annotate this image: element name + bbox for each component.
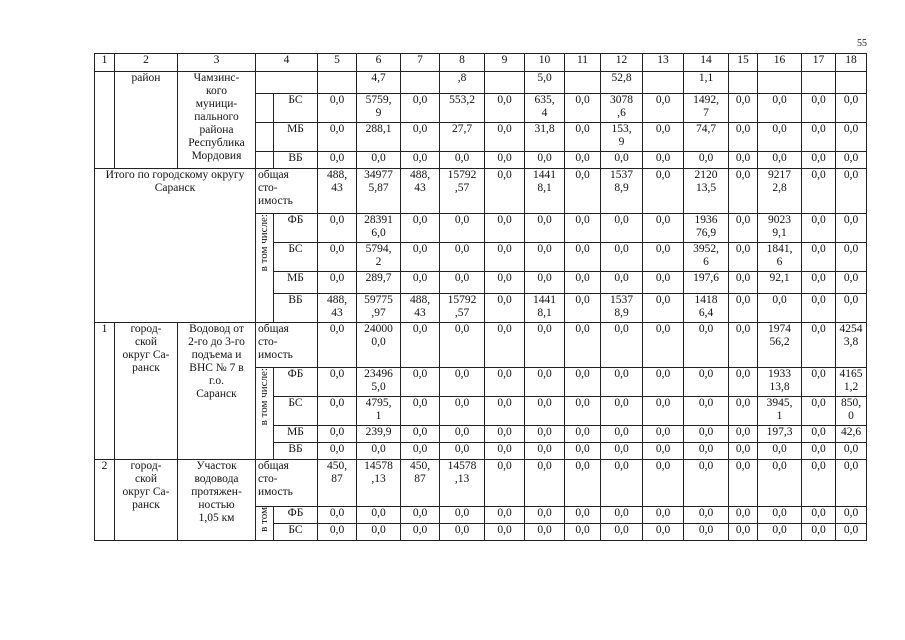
value-cell: 0,0: [401, 94, 440, 123]
value-cell: 0,0: [357, 524, 401, 541]
column-number: 9: [485, 54, 525, 72]
value-cell: 0,0: [525, 214, 565, 243]
value-cell: 197,6: [684, 272, 729, 294]
value-cell: 0,0: [729, 323, 758, 368]
value-cell: 0,0: [525, 524, 565, 541]
value-cell: 0,0: [729, 169, 758, 214]
value-cell: 0,0: [565, 460, 601, 507]
value-cell: 0,0: [836, 524, 867, 541]
value-cell: [802, 72, 836, 94]
value-cell: 0,0: [565, 169, 601, 214]
value-cell: 0,0: [836, 443, 867, 460]
value-cell: 1841, 6: [758, 243, 802, 272]
value-cell: 0,0: [485, 524, 525, 541]
value-cell: 0,0: [643, 443, 684, 460]
value-cell: 0,0: [357, 507, 401, 524]
value-cell: 153, 9: [601, 123, 643, 152]
value-cell: 0,0: [684, 443, 729, 460]
value-cell: 197,3: [758, 426, 802, 443]
value-cell: 0,0: [836, 94, 867, 123]
place-cell: район: [115, 72, 178, 169]
value-cell: 14578 ,13: [440, 460, 485, 507]
value-cell: 0,0: [565, 397, 601, 426]
value-cell: 42,6: [836, 426, 867, 443]
value-cell: 74,7: [684, 123, 729, 152]
value-cell: 1492, 7: [684, 94, 729, 123]
value-cell: 0,0: [758, 123, 802, 152]
value-cell: 0,0: [684, 507, 729, 524]
header-row: [95, 54, 867, 72]
value-cell: 0,0: [643, 152, 684, 169]
value-cell: 488, 43: [318, 294, 357, 323]
value-cell: 850, 0: [836, 397, 867, 426]
value-cell: 0,0: [601, 323, 643, 368]
value-cell: 0,0: [729, 94, 758, 123]
value-cell: 0,0: [485, 426, 525, 443]
value-cell: 0,0: [729, 294, 758, 323]
fund-label: МБ: [274, 123, 318, 152]
value-cell: 0,0: [601, 243, 643, 272]
value-cell: 0,0: [802, 426, 836, 443]
place-cell: город- ской округ Са- ранск: [115, 323, 178, 460]
value-cell: 0,0: [318, 507, 357, 524]
value-cell: 0,0: [318, 94, 357, 123]
value-cell: 0,0: [440, 243, 485, 272]
value-cell: 0,0: [601, 524, 643, 541]
table-row: [95, 72, 867, 94]
column-number: 17: [802, 54, 836, 72]
value-cell: 0,0: [802, 169, 836, 214]
value-cell: 450, 87: [318, 460, 357, 507]
value-cell: 0,0: [525, 272, 565, 294]
value-cell: 1537 8,9: [601, 294, 643, 323]
value-cell: 5759, 9: [357, 94, 401, 123]
value-cell: 4165 1,2: [836, 368, 867, 397]
value-cell: 0,0: [758, 94, 802, 123]
value-cell: 0,0: [802, 460, 836, 507]
value-cell: 0,0: [802, 294, 836, 323]
value-cell: 0,0: [440, 507, 485, 524]
value-cell: 0,0: [525, 243, 565, 272]
row-number-cell: 2: [95, 460, 115, 541]
value-cell: 0,0: [525, 443, 565, 460]
value-cell: [565, 72, 601, 94]
value-cell: 0,0: [318, 368, 357, 397]
value-cell: 450, 87: [401, 460, 440, 507]
value-cell: 0,0: [565, 294, 601, 323]
value-cell: 0,0: [565, 323, 601, 368]
value-cell: 0,0: [525, 426, 565, 443]
value-cell: 0,0: [357, 443, 401, 460]
value-cell: 0,0: [485, 368, 525, 397]
value-cell: 0,0: [802, 443, 836, 460]
value-cell: 0,0: [440, 443, 485, 460]
value-cell: 0,0: [318, 524, 357, 541]
value-cell: 0,0: [401, 323, 440, 368]
total-label: общая сто- имость: [256, 169, 318, 214]
value-cell: 5794, 2: [357, 243, 401, 272]
value-cell: 0,0: [643, 524, 684, 541]
value-cell: 0,0: [440, 368, 485, 397]
value-cell: 0,0: [357, 152, 401, 169]
fund-label: ФБ: [274, 214, 318, 243]
value-cell: 0,0: [802, 94, 836, 123]
column-number: 7: [401, 54, 440, 72]
fund-label: БС: [274, 524, 318, 541]
total-row: [95, 169, 867, 214]
value-cell: 0,0: [485, 443, 525, 460]
object-cell: Участок водовода протяжен- ностью 1,05 км: [178, 460, 256, 541]
value-cell: [729, 72, 758, 94]
column-number: 12: [601, 54, 643, 72]
object-cell: Водовод от 2-го до 3-го подъема и ВНС № 7 в г.о. Саранск: [178, 323, 256, 460]
value-cell: [485, 72, 525, 94]
value-cell: 0,0: [525, 507, 565, 524]
fund-label: МБ: [274, 272, 318, 294]
value-cell: 0,0: [684, 397, 729, 426]
value-cell: 0,0: [758, 460, 802, 507]
value-cell: 0,0: [836, 152, 867, 169]
value-cell: 553,2: [440, 94, 485, 123]
value-cell: 0,0: [684, 524, 729, 541]
value-cell: 28391 6,0: [357, 214, 401, 243]
value-cell: 0,0: [836, 460, 867, 507]
value-cell: 239,9: [357, 426, 401, 443]
value-cell: 0,0: [525, 368, 565, 397]
value-cell: 0,0: [401, 243, 440, 272]
value-cell: 15792 ,57: [440, 169, 485, 214]
value-cell: 0,0: [802, 214, 836, 243]
value-cell: 0,0: [485, 243, 525, 272]
value-cell: 0,0: [440, 152, 485, 169]
value-cell: 0,0: [643, 243, 684, 272]
value-cell: 0,0: [565, 152, 601, 169]
value-cell: 0,0: [802, 507, 836, 524]
value-cell: 0,0: [643, 214, 684, 243]
total-row: [95, 460, 867, 507]
total-label: общая сто- имость: [256, 323, 318, 368]
value-cell: 0,0: [601, 507, 643, 524]
value-cell: 34977 5,87: [357, 169, 401, 214]
fund-label: ВБ: [274, 443, 318, 460]
value-cell: 0,0: [401, 507, 440, 524]
indent-cell: [256, 123, 274, 152]
value-cell: 0,0: [643, 323, 684, 368]
value-cell: 488, 43: [401, 169, 440, 214]
value-cell: 0,0: [401, 397, 440, 426]
value-cell: 15792 ,57: [440, 294, 485, 323]
in-that-number-label: [256, 214, 274, 323]
value-cell: 4254 3,8: [836, 323, 867, 368]
value-cell: 0,0: [802, 152, 836, 169]
indent-cell: [256, 152, 274, 169]
value-cell: 1441 8,1: [525, 169, 565, 214]
value-cell: 0,0: [729, 524, 758, 541]
value-cell: 0,0: [729, 507, 758, 524]
value-cell: 0,0: [401, 272, 440, 294]
value-cell: 1936 76,9: [684, 214, 729, 243]
value-cell: 1441 8,1: [525, 294, 565, 323]
column-number: 13: [643, 54, 684, 72]
value-cell: 14578 ,13: [357, 460, 401, 507]
value-cell: 1974 56,2: [758, 323, 802, 368]
value-cell: 0,0: [401, 426, 440, 443]
value-cell: 0,0: [643, 272, 684, 294]
value-cell: 0,0: [758, 524, 802, 541]
fund-label: БС: [274, 243, 318, 272]
value-cell: 0,0: [401, 123, 440, 152]
in-that-number-label: [256, 507, 274, 541]
value-cell: 0,0: [643, 123, 684, 152]
value-cell: 0,0: [565, 272, 601, 294]
value-cell: 0,0: [565, 368, 601, 397]
total-title: Итого по городскому округу Саранск: [95, 169, 256, 323]
value-cell: 0,0: [440, 272, 485, 294]
value-cell: 0,0: [643, 294, 684, 323]
value-cell: 0,0: [485, 94, 525, 123]
value-cell: 0,0: [802, 323, 836, 368]
value-cell: 0,0: [485, 460, 525, 507]
value-cell: 0,0: [485, 294, 525, 323]
column-number: 4: [256, 54, 318, 72]
value-cell: 5,0: [525, 72, 565, 94]
value-cell: 0,0: [401, 152, 440, 169]
type-cell: [256, 72, 318, 94]
value-cell: 0,0: [485, 507, 525, 524]
value-cell: 0,0: [601, 443, 643, 460]
column-number: 10: [525, 54, 565, 72]
value-cell: 4795, 1: [357, 397, 401, 426]
value-cell: 0,0: [684, 426, 729, 443]
value-cell: 24000 0,0: [357, 323, 401, 368]
in-that-number-label: [256, 368, 274, 460]
value-cell: 0,0: [485, 214, 525, 243]
value-cell: 0,0: [565, 94, 601, 123]
value-cell: 0,0: [318, 443, 357, 460]
vertical-label: в том числе:: [258, 214, 270, 272]
value-cell: 0,0: [729, 397, 758, 426]
value-cell: 0,0: [643, 169, 684, 214]
column-number: 11: [565, 54, 601, 72]
value-cell: 0,0: [565, 443, 601, 460]
value-cell: 1933 13,8: [758, 368, 802, 397]
value-cell: 92,1: [758, 272, 802, 294]
value-cell: 0,0: [440, 524, 485, 541]
value-cell: 0,0: [601, 152, 643, 169]
value-cell: 0,0: [836, 123, 867, 152]
value-cell: [401, 72, 440, 94]
value-cell: 0,0: [684, 368, 729, 397]
column-number: 18: [836, 54, 867, 72]
value-cell: 0,0: [318, 323, 357, 368]
value-cell: 0,0: [601, 460, 643, 507]
value-cell: 3078 ,6: [601, 94, 643, 123]
value-cell: 0,0: [485, 169, 525, 214]
value-cell: [643, 72, 684, 94]
column-number: 1: [95, 54, 115, 72]
vertical-label: в том числе:: [258, 368, 270, 426]
value-cell: 0,0: [729, 460, 758, 507]
value-cell: 0,0: [318, 243, 357, 272]
value-cell: 0,0: [729, 368, 758, 397]
value-cell: 0,0: [643, 507, 684, 524]
fund-label: БС: [274, 94, 318, 123]
value-cell: [836, 72, 867, 94]
fund-label: ФБ: [274, 507, 318, 524]
column-number: 15: [729, 54, 758, 72]
value-cell: 0,0: [729, 152, 758, 169]
value-cell: 0,0: [729, 243, 758, 272]
page-number: 55: [857, 38, 867, 49]
value-cell: 9217 2,8: [758, 169, 802, 214]
fund-label: БС: [274, 397, 318, 426]
value-cell: 0,0: [318, 272, 357, 294]
column-number: 5: [318, 54, 357, 72]
value-cell: 1418 6,4: [684, 294, 729, 323]
value-cell: 0,0: [440, 397, 485, 426]
value-cell: 59775 ,97: [357, 294, 401, 323]
indent-cell: [256, 94, 274, 123]
column-number: 3: [178, 54, 256, 72]
value-cell: 0,0: [643, 460, 684, 507]
value-cell: 1,1: [684, 72, 729, 94]
value-cell: 0,0: [802, 243, 836, 272]
value-cell: 0,0: [643, 397, 684, 426]
value-cell: 0,0: [684, 460, 729, 507]
value-cell: 0,0: [525, 323, 565, 368]
value-cell: 0,0: [401, 214, 440, 243]
value-cell: 0,0: [401, 443, 440, 460]
fund-label: ВБ: [274, 152, 318, 169]
value-cell: 488, 43: [401, 294, 440, 323]
fund-label: ФБ: [274, 368, 318, 397]
value-cell: 0,0: [318, 152, 357, 169]
value-cell: 0,0: [485, 323, 525, 368]
column-number: 16: [758, 54, 802, 72]
value-cell: 0,0: [485, 397, 525, 426]
value-cell: 0,0: [729, 214, 758, 243]
value-cell: 0,0: [729, 443, 758, 460]
value-cell: 0,0: [401, 524, 440, 541]
value-cell: 0,0: [643, 94, 684, 123]
value-cell: 0,0: [836, 214, 867, 243]
value-cell: 0,0: [565, 123, 601, 152]
value-cell: 0,0: [836, 169, 867, 214]
value-cell: 0,0: [836, 243, 867, 272]
total-row: [95, 323, 867, 368]
value-cell: 52,8: [601, 72, 643, 94]
value-cell: 488, 43: [318, 169, 357, 214]
value-cell: 288,1: [357, 123, 401, 152]
value-cell: 635, 4: [525, 94, 565, 123]
vertical-label: в том: [258, 507, 270, 532]
value-cell: 0,0: [601, 272, 643, 294]
value-cell: 0,0: [485, 123, 525, 152]
value-cell: 0,0: [565, 243, 601, 272]
column-number: 6: [357, 54, 401, 72]
value-cell: 0,0: [729, 272, 758, 294]
value-cell: 0,0: [729, 426, 758, 443]
value-cell: 0,0: [565, 524, 601, 541]
value-cell: 0,0: [729, 123, 758, 152]
value-cell: 0,0: [485, 272, 525, 294]
value-cell: 0,0: [836, 507, 867, 524]
value-cell: 0,0: [318, 123, 357, 152]
total-label: общая сто- имость: [256, 460, 318, 507]
value-cell: 0,0: [318, 397, 357, 426]
value-cell: 0,0: [485, 152, 525, 169]
column-number: 2: [115, 54, 178, 72]
value-cell: 0,0: [643, 426, 684, 443]
value-cell: 0,0: [836, 272, 867, 294]
value-cell: 0,0: [758, 294, 802, 323]
value-cell: 2120 13,5: [684, 169, 729, 214]
value-cell: [318, 72, 357, 94]
value-cell: 0,0: [802, 123, 836, 152]
value-cell: 289,7: [357, 272, 401, 294]
value-cell: 3952, 6: [684, 243, 729, 272]
object-cell: Чамзинс- кого муници- пального района Республика Мордовия: [178, 72, 256, 169]
value-cell: 0,0: [643, 368, 684, 397]
value-cell: 1537 8,9: [601, 169, 643, 214]
value-cell: 0,0: [565, 507, 601, 524]
row-number-cell: [95, 72, 115, 169]
value-cell: 0,0: [601, 426, 643, 443]
value-cell: 0,0: [525, 152, 565, 169]
value-cell: 3945, 1: [758, 397, 802, 426]
value-cell: ,8: [440, 72, 485, 94]
value-cell: 0,0: [802, 368, 836, 397]
value-cell: 4,7: [357, 72, 401, 94]
column-number: 14: [684, 54, 729, 72]
value-cell: 0,0: [440, 214, 485, 243]
value-cell: 0,0: [318, 426, 357, 443]
value-cell: 0,0: [758, 507, 802, 524]
value-cell: 0,0: [758, 443, 802, 460]
value-cell: 0,0: [318, 214, 357, 243]
row-number-cell: 1: [95, 323, 115, 460]
fund-label: ВБ: [274, 294, 318, 323]
column-number: 8: [440, 54, 485, 72]
value-cell: 0,0: [802, 272, 836, 294]
value-cell: 0,0: [601, 368, 643, 397]
value-cell: 0,0: [802, 397, 836, 426]
value-cell: 0,0: [601, 397, 643, 426]
value-cell: 0,0: [601, 214, 643, 243]
value-cell: 0,0: [758, 152, 802, 169]
fund-label: МБ: [274, 426, 318, 443]
value-cell: 27,7: [440, 123, 485, 152]
value-cell: 0,0: [684, 152, 729, 169]
budget-table: [94, 53, 867, 541]
value-cell: 0,0: [525, 460, 565, 507]
value-cell: 9023 9,1: [758, 214, 802, 243]
value-cell: 0,0: [684, 323, 729, 368]
value-cell: 0,0: [440, 323, 485, 368]
value-cell: 23496 5,0: [357, 368, 401, 397]
value-cell: 0,0: [525, 397, 565, 426]
place-cell: город- ской округ Са- ранск: [115, 460, 178, 541]
value-cell: 0,0: [565, 214, 601, 243]
value-cell: 0,0: [565, 426, 601, 443]
value-cell: 0,0: [802, 524, 836, 541]
value-cell: 0,0: [440, 426, 485, 443]
value-cell: [758, 72, 802, 94]
value-cell: 0,0: [401, 368, 440, 397]
value-cell: 0,0: [836, 294, 867, 323]
value-cell: 31,8: [525, 123, 565, 152]
